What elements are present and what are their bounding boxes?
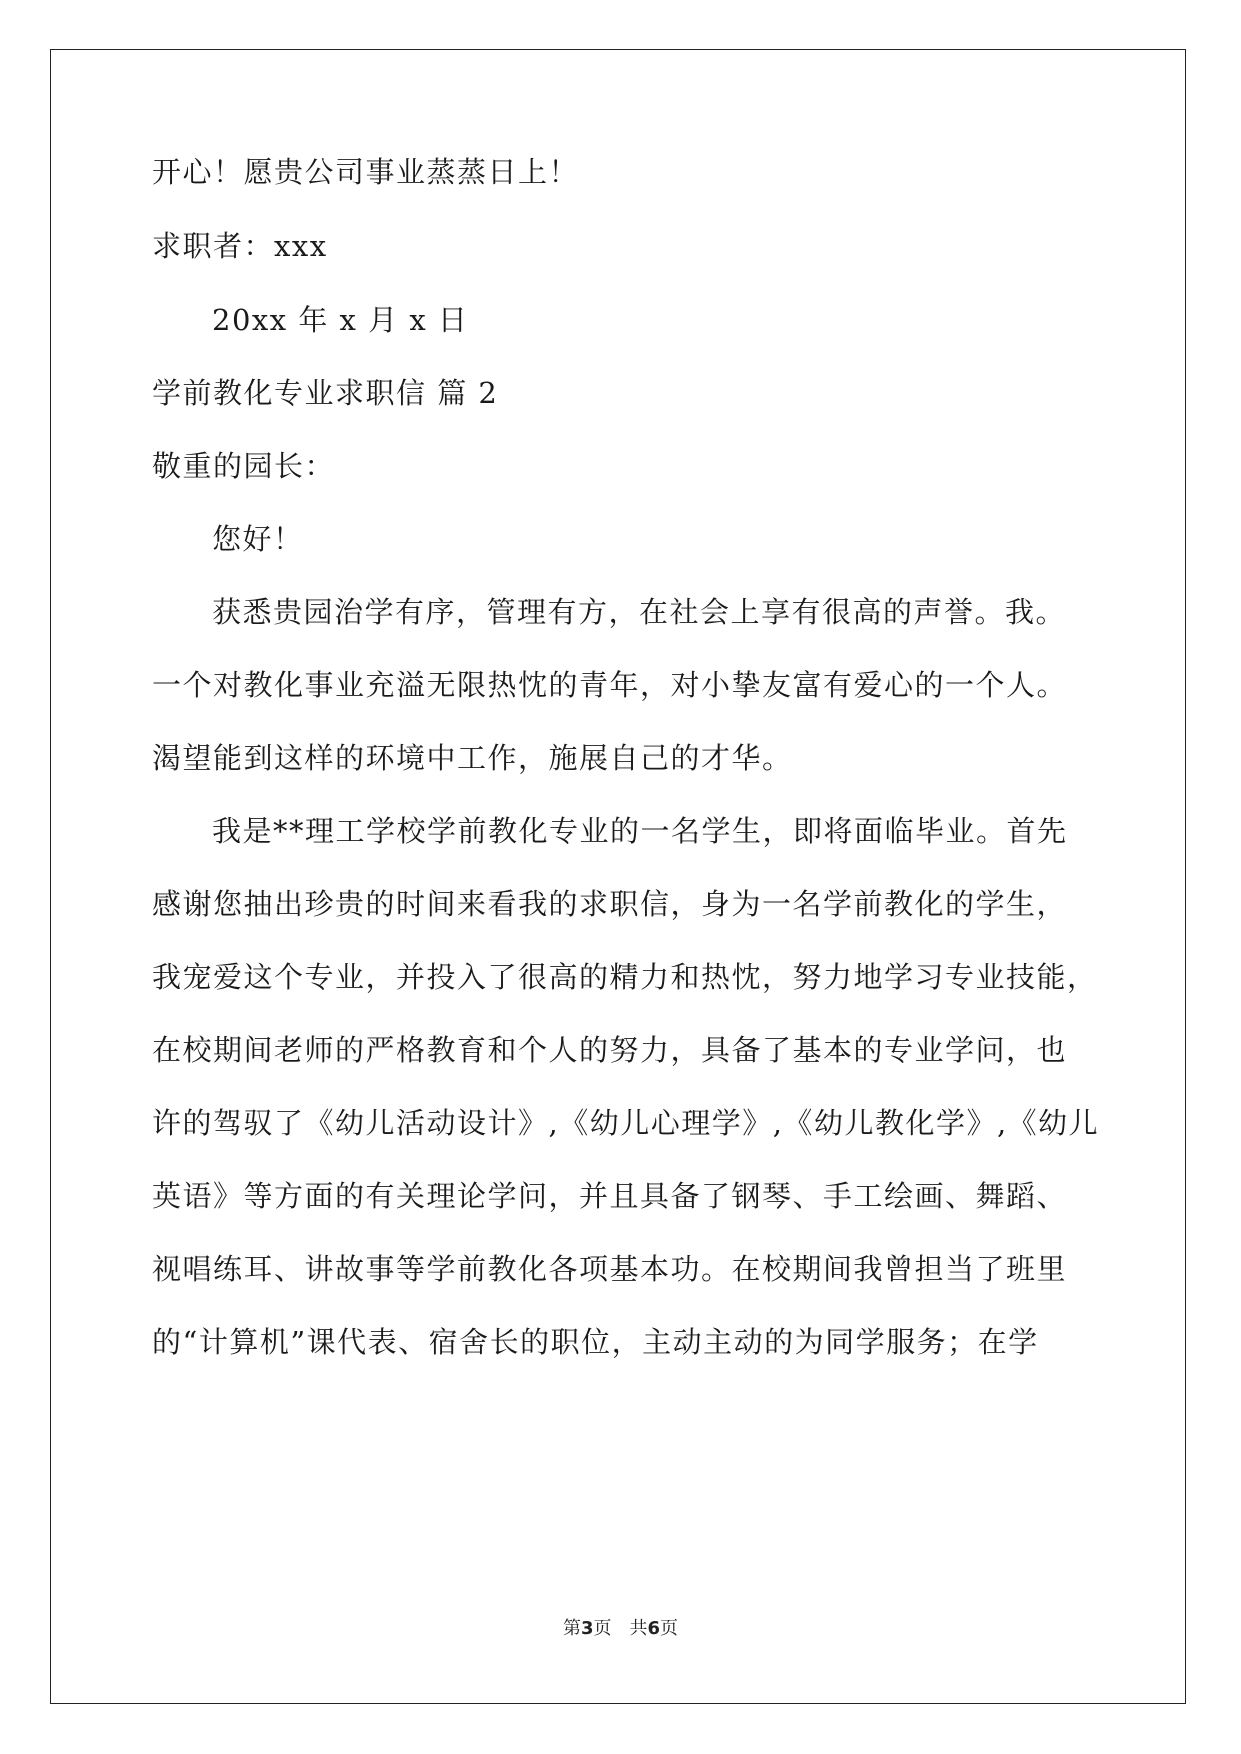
applicant-signature: 求职者：xxx bbox=[152, 229, 328, 263]
paragraph-line: 感谢您抽出珍贵的时间来看我的求职信，身为一名学前教化的学生， bbox=[152, 887, 1068, 921]
paragraph-line: 获悉贵园治学有序，管理有方，在社会上享有很高的声誉。我。 bbox=[212, 595, 1067, 629]
paragraph-line: 一个对教化事业充溢无限热忱的青年，对小挚友富有爱心的一个人。 bbox=[152, 668, 1068, 702]
closing-wish: 开心！愿贵公司事业蒸蒸日上！ bbox=[152, 155, 580, 189]
current-page-number: 3 bbox=[580, 1618, 594, 1639]
letter-date: 20xx 年 x 月 x 日 bbox=[212, 303, 469, 337]
paragraph-line: 的“计算机”课代表、宿舍长的职位，主动主动的为同学服务；在学 bbox=[152, 1325, 1039, 1359]
total-pages-number: 6 bbox=[647, 1618, 661, 1639]
page-border bbox=[50, 49, 1186, 1704]
paragraph-line: 英语》等方面的有关理论学问，并且具备了钢琴、手工绘画、舞蹈、 bbox=[152, 1179, 1068, 1213]
page-footer bbox=[0, 1614, 1241, 1640]
page-mid: 页 共 bbox=[593, 1618, 648, 1639]
page-prefix: 第 bbox=[562, 1618, 581, 1639]
page-suffix: 页 bbox=[660, 1618, 679, 1639]
salutation: 敬重的园长： bbox=[152, 449, 336, 483]
paragraph-line: 渴望能到这样的环境中工作，施展自己的才华。 bbox=[152, 741, 793, 775]
paragraph-line: 视唱练耳、讲故事等学前教化各项基本功。在校期间我曾担当了班里 bbox=[152, 1252, 1068, 1286]
section-heading: 学前教化专业求职信 篇 2 bbox=[152, 376, 499, 410]
paragraph-line: 我宠爱这个专业，并投入了很高的精力和热忱，努力地学习专业技能， bbox=[152, 960, 1098, 994]
greeting: 您好！ bbox=[212, 522, 304, 556]
paragraph-line: 许的驾驭了《幼儿活动设计》,《幼儿心理学》,《幼儿教化学》,《幼儿 bbox=[152, 1106, 1100, 1140]
paragraph-line: 在校期间老师的严格教育和个人的努力，具备了基本的专业学问，也 bbox=[152, 1033, 1068, 1067]
paragraph-line: 我是**理工学校学前教化专业的一名学生，即将面临毕业。首先 bbox=[212, 814, 1068, 848]
